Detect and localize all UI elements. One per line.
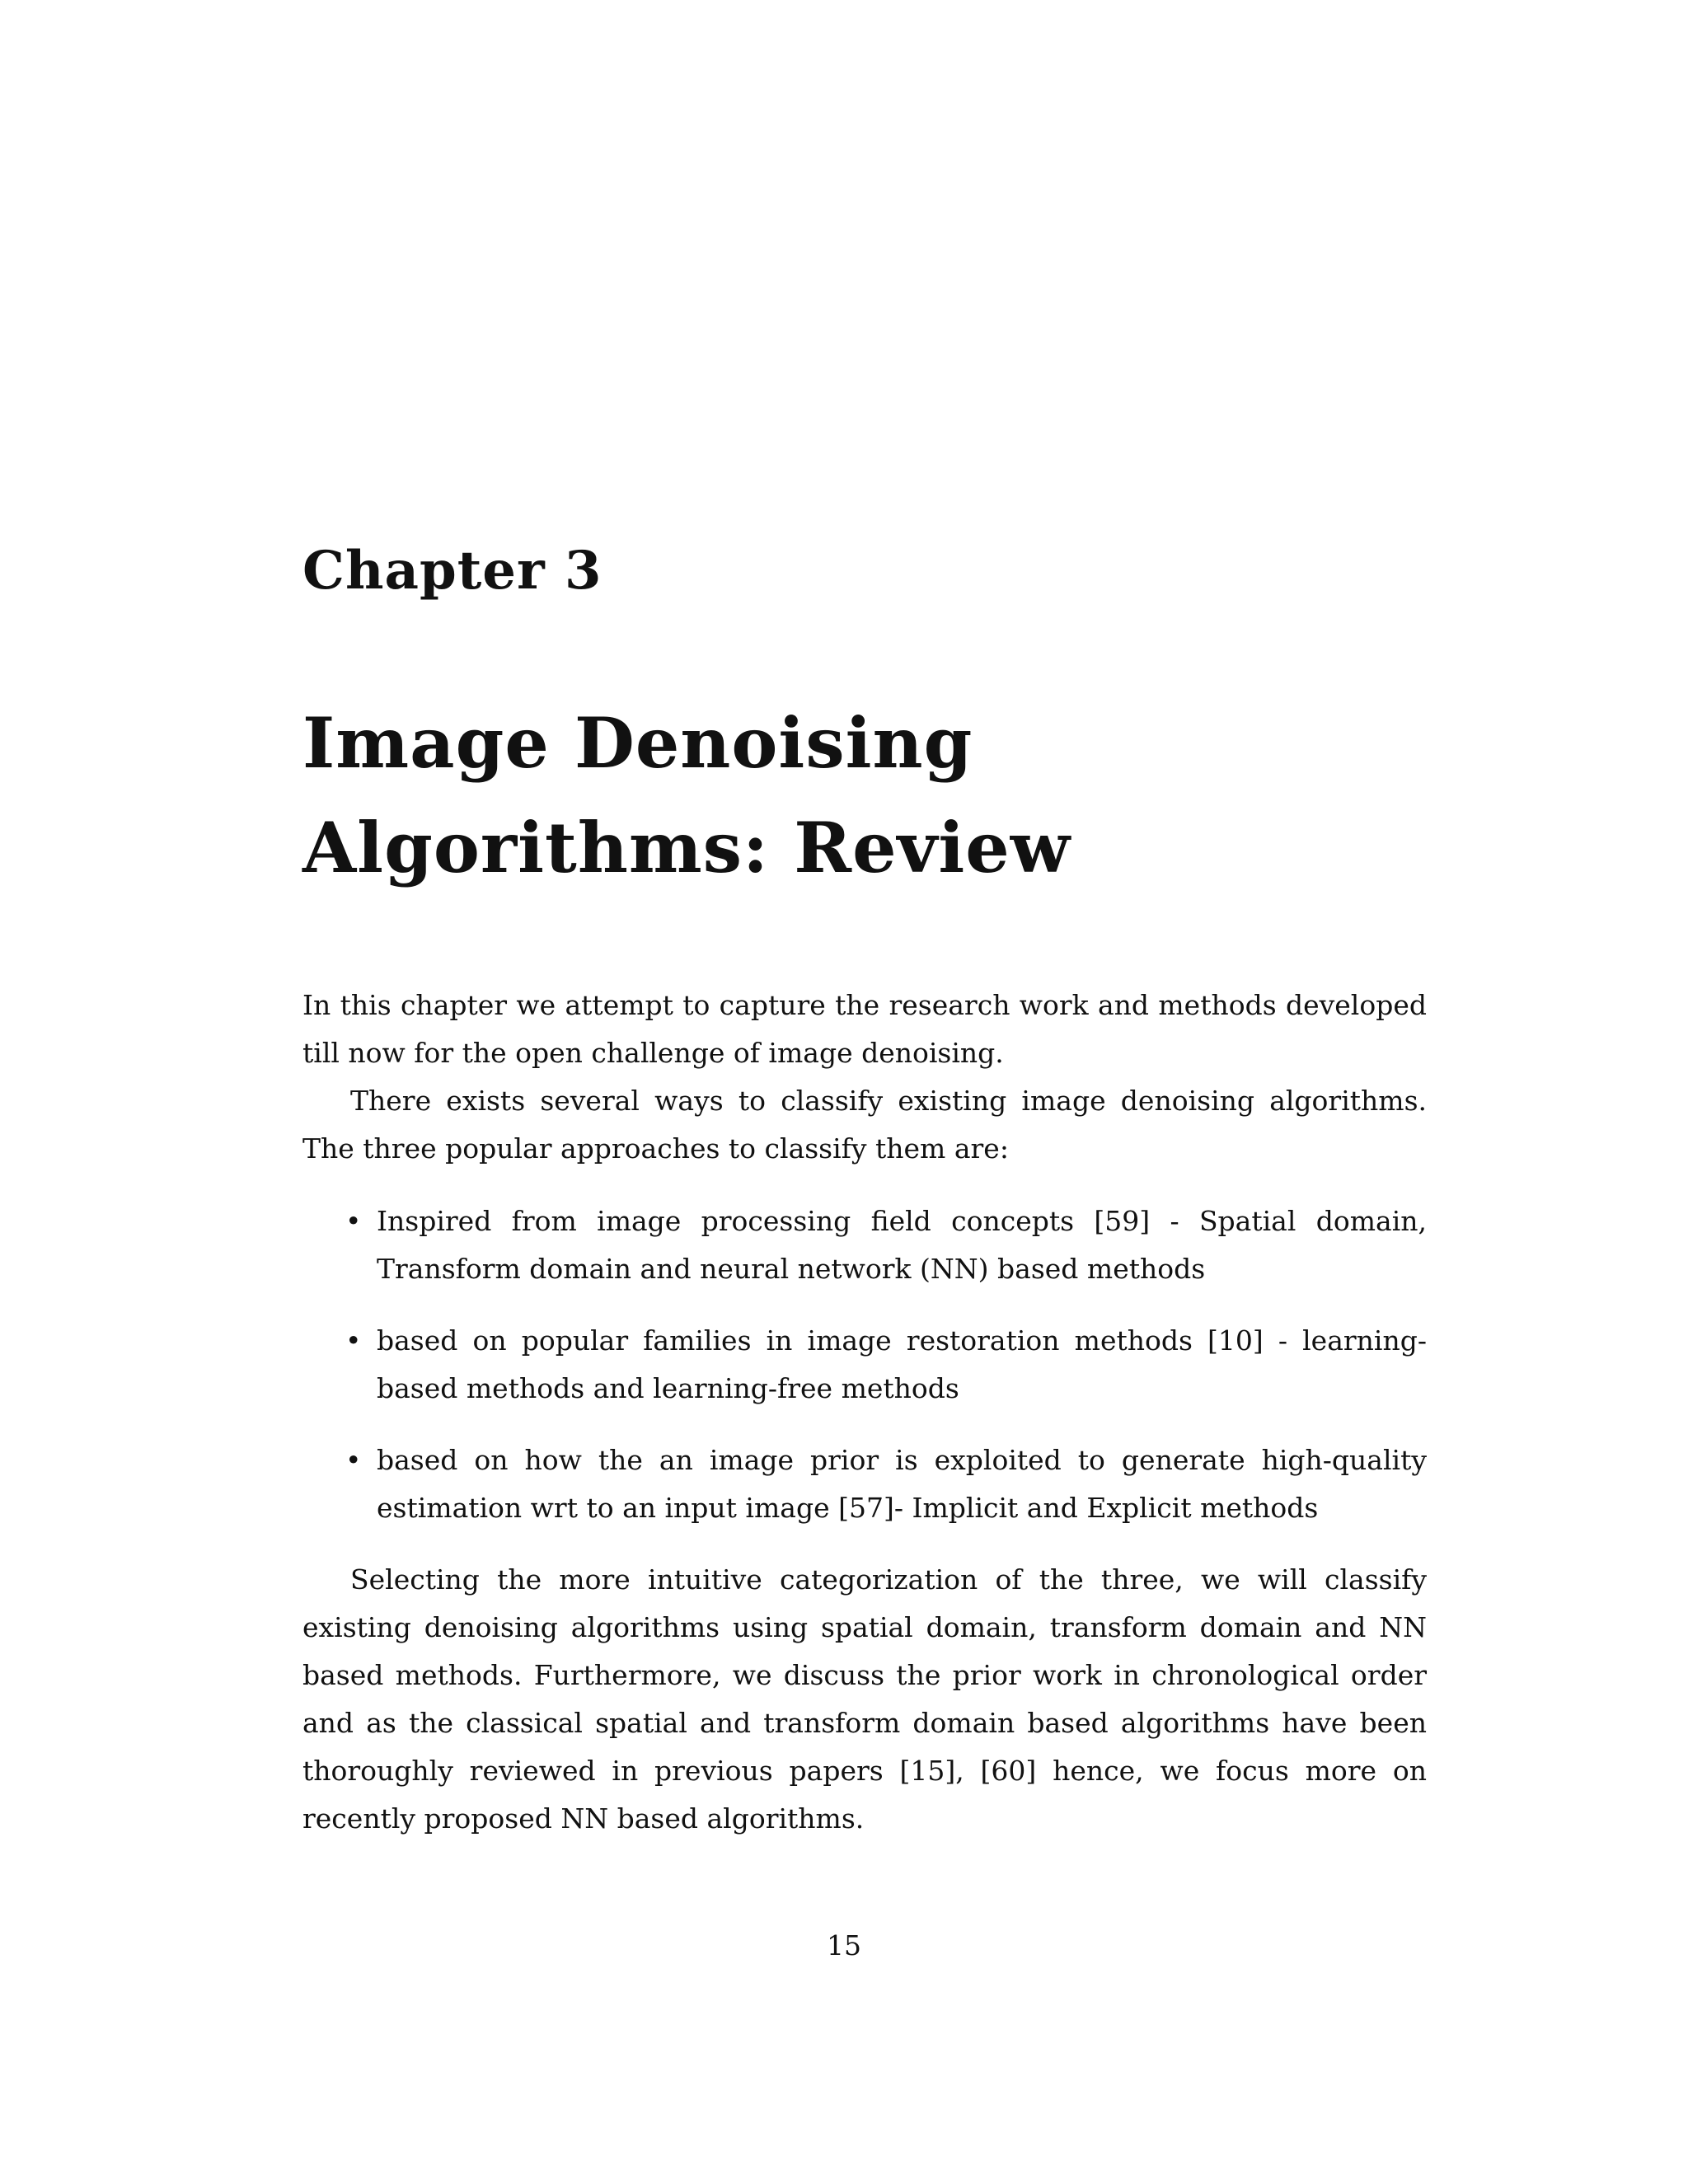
bullet-icon: • (345, 1444, 362, 1476)
list-item (302, 1436, 1427, 1532)
intro-paragraph: In this chapter we attempt to capture the research work and methods developed till now for the open challenge of image denoising. (302, 989, 1427, 1069)
bullet-icon: • (345, 1205, 362, 1237)
list-item (302, 1197, 1427, 1293)
list-item (302, 1317, 1427, 1413)
page-number: 15 (827, 1929, 861, 1961)
conclusion-paragraph: Selecting the more intuitive categorization of the three, we will classify existing denoising algorithms using spatial domain, transform domain and NN based methods. Furthermore, we discuss the prior work in chronological order and as the classical spatial and transform domain based algorithms have been thoroughly reviewed in previous papers [15], [60] hence, we focus more on recently proposed NN based algorithms. (302, 1563, 1427, 1835)
list-item-text: Inspired from image processing field concepts [59] - Spatial domain, Transform domain and neural network (NN) based methods (377, 1205, 1427, 1285)
chapter-label: Chapter 3 (302, 540, 603, 602)
list-item-text: based on how the an image prior is exploited to generate high-quality estimation wrt to an input image [57]- Implicit and Explicit methods (377, 1444, 1427, 1524)
classification-list (302, 1197, 1427, 1556)
list-item-text: based on popular families in image restoration methods [10] - learning-based methods and learning-free methods (377, 1324, 1427, 1404)
bullet-icon: • (345, 1324, 362, 1357)
chapter-title: Image Denoising Algorithms: Review (302, 702, 1071, 888)
classification-paragraph: There exists several ways to classify existing image denoising algorithms. The three popular approaches to classify them are: (302, 1085, 1427, 1165)
